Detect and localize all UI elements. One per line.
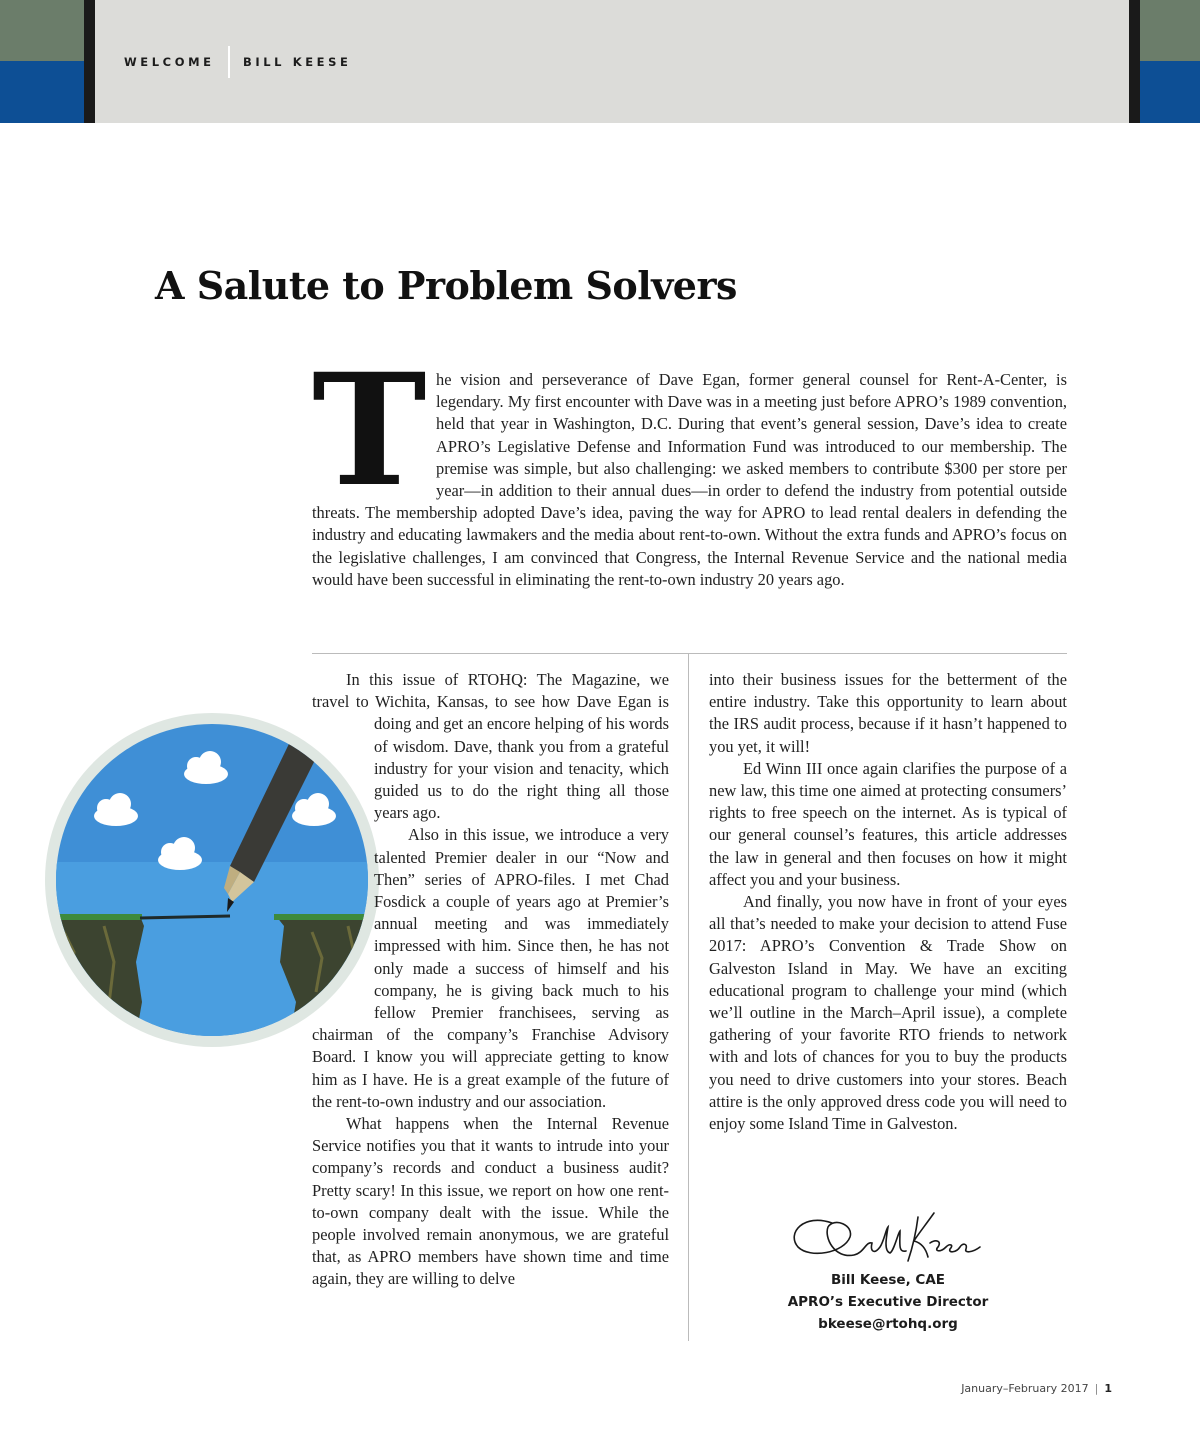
body-paragraph: Also in this issue, we introduce a very talented Premier dealer in our “Now and Then” series of APRO-files. I met Chad Fosdick a couple of years ago at Premier’s annual meeting and was immediately impressed with him. Since then, he has not only made a success of himself and his company, he is giving back much to his fellow Premier franchisees, serving as chairman of the company’s Franchise Advisory Board. I know you will appreciate getting to know him as I have. He is a great example of the future of the rent-to-own industry and our association.	[312, 825, 669, 1111]
column-divider	[688, 653, 689, 1341]
body-paragraph: In this issue of RTOHQ: The Magazine, we travel to Wichita, Kansas, to see how Dave Egan is doing and get an encore helping of his words of wisdom. Dave, thank you from a grateful industry for your vision and tenacity, which guided us to do the right thing all those years ago.	[312, 670, 669, 823]
body-column-left	[312, 669, 669, 1291]
article-title: A Salute to Problem Solvers	[155, 263, 737, 308]
body-paragraph: And finally, you now have in front of your eyes all that’s needed to make your decision to attend Fuse 2017: APRO’s Convention & Trade Show on Galveston Island in May. We have an exciting educational program to challenge your mind (which we’ll outline in the March–April issue), a complete gathering of your favorite RTO friends to network with and lots of chances for you to buy the products you need to drive customers into your stores. Beach attire is the only approved dress code you will need to enjoy some Island Time in Galveston.	[709, 892, 1067, 1134]
body-column-right	[709, 669, 1067, 1135]
illustration-wrap-shape	[0, 705, 360, 1065]
header-divider-bar-right	[1129, 0, 1140, 123]
body-paragraph: into their business issues for the betterment of the entire industry. Take this opportunity to learn about the IRS audit process, because if it hasn’t happened to you yet, it will!	[709, 670, 1067, 756]
signer-email: bkeese@rtohq.org	[818, 1316, 958, 1332]
body-paragraph: What happens when the Internal Revenue Service notifies you that it wants to intrude into your company’s records and conduct a business audit? Pretty scary! In this issue, we report on how one rent-to-own company dealt with the issue. While the people involved remain anonymous, we are grateful that, as APRO members have shown time and time again, they are willing to delve	[312, 1114, 669, 1289]
horizontal-rule	[312, 653, 1067, 654]
drop-cap: T	[312, 340, 427, 521]
body-paragraph: Ed Winn III once again clarifies the purpose of a new law, this time one aimed at protecting consumers’ rights to free speech on the internet. As is typical of our general counsel’s features, this article addresses the law in general and then focuses on how it might affect you and your business.	[709, 758, 1067, 889]
signer-title: APRO’s Executive Director	[787, 1294, 989, 1310]
handwritten-signature	[784, 1203, 984, 1273]
header-separator	[228, 46, 230, 78]
issue-date: January–February 2017	[961, 1382, 1089, 1395]
author-label: BILL KEESE	[243, 55, 352, 69]
footer-separator: |	[1094, 1382, 1099, 1395]
header-divider-bar-left	[84, 0, 95, 123]
page-footer	[961, 1382, 1112, 1395]
header-color-block-right	[1140, 0, 1200, 123]
signer-name: Bill Keese, CAE	[830, 1272, 945, 1288]
header-color-block-left	[0, 0, 84, 123]
intro-paragraph	[312, 340, 1067, 591]
page-number: 1	[1104, 1382, 1112, 1395]
section-label: WELCOME	[124, 55, 215, 69]
intro-text: he vision and perseverance of Dave Egan, former general counsel for Rent-A-Center, is legendary. My first encounter with Dave was in a meeting just before APRO’s 1989 convention, held that year in Washington, D.C. During that event’s general session, Dave’s idea to create APRO’s Legislative Defense and Information Fund was introduced to our membership. The premise was simple, but also challenging: we asked members to contribute $300 per store per year—in addition to their annual dues—in order to defend the industry from potential outside threats. The membership adopted Dave’s idea, paving the way for APRO to lead rental dealers in defending the industry and educating lawmakers and the media about rent-to-own. Without the extra funds and APRO’s focus on the legislative challenges, I am convinced that Congress, the Internal Revenue Service and the national media would have been successful in eliminating the rent-to-own industry 20 years ago.	[312, 370, 1067, 589]
